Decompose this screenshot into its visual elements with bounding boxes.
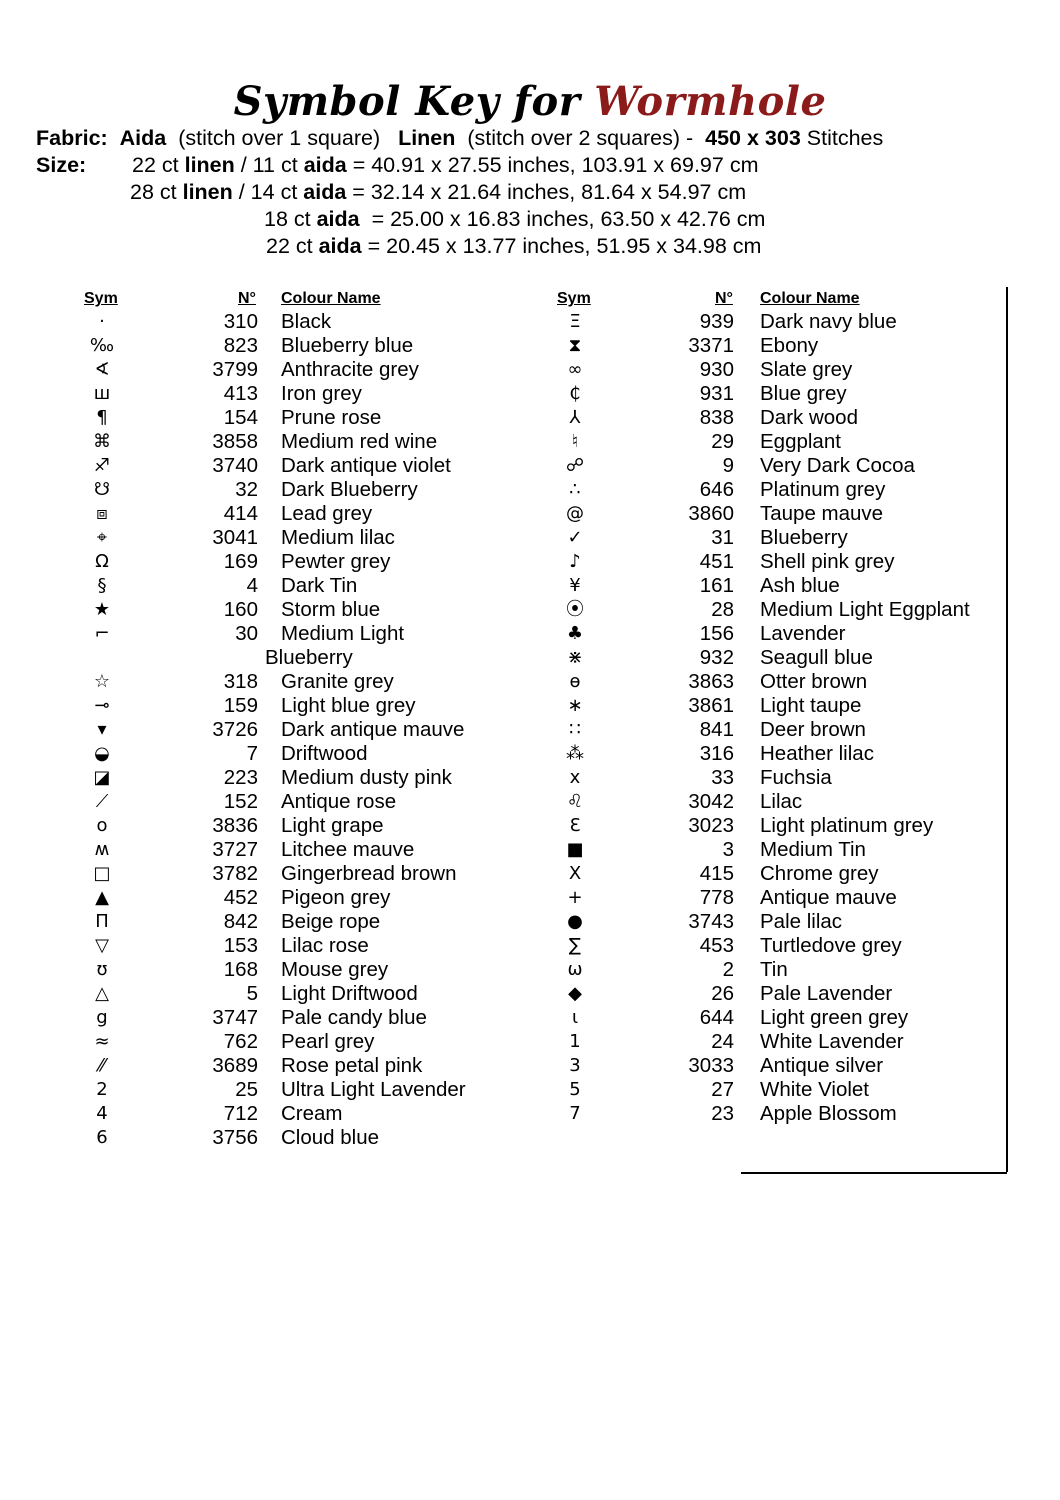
row-number: 3023 xyxy=(688,814,734,837)
row-symbol: ■ xyxy=(566,839,584,860)
row-colour-name: Very Dark Cocoa xyxy=(760,454,915,477)
row-symbol: ☋ xyxy=(94,479,110,500)
fabric-aida: Aida xyxy=(119,126,167,150)
size-line-4: 22 ct aida = 20.45 x 13.77 inches, 51.95 x 34.98 cm xyxy=(266,234,762,258)
row-colour-name: Dark Blueberry xyxy=(281,478,418,501)
header-name-right: Colour Name xyxy=(760,290,860,307)
row-symbol: ♌ xyxy=(566,791,584,812)
row-number: 3756 xyxy=(212,1126,258,1149)
row-symbol: x xyxy=(569,767,581,788)
row-symbol: ♐ xyxy=(93,455,111,476)
row-number: 414 xyxy=(223,502,258,525)
row-number: 452 xyxy=(223,886,258,909)
row-symbol: △ xyxy=(95,983,109,1004)
row-symbol: ◆ xyxy=(568,983,582,1004)
row-colour-name: Gingerbread brown xyxy=(281,862,457,885)
row-symbol: · xyxy=(99,311,105,332)
row-number: 3799 xyxy=(212,358,258,381)
row-number: 3726 xyxy=(212,718,258,741)
row-number: 413 xyxy=(223,382,258,405)
row-number: 30 xyxy=(235,622,258,645)
row-number: 25 xyxy=(235,1078,258,1101)
row-colour-name: Ash blue xyxy=(760,574,840,597)
row-number: 168 xyxy=(223,958,258,981)
row-number: 316 xyxy=(699,742,734,765)
row-colour-name: Lead grey xyxy=(281,502,373,525)
row-colour-name: Light platinum grey xyxy=(760,814,934,837)
row-colour-name: Pale candy blue xyxy=(281,1006,427,1029)
row-symbol: o xyxy=(96,815,108,836)
row-colour-name: Apple Blossom xyxy=(760,1102,897,1125)
row-colour-name: Ultra Light Lavender xyxy=(281,1078,466,1101)
row-symbol: ◪ xyxy=(93,767,111,788)
row-number: 3 xyxy=(722,838,734,861)
row-symbol: ⌐ xyxy=(94,623,110,644)
row-colour-name: Eggplant xyxy=(760,430,841,453)
right-border-line xyxy=(1006,287,1008,1172)
row-colour-name: Pigeon grey xyxy=(281,886,391,909)
row-number: 153 xyxy=(223,934,258,957)
fabric-linen: Linen xyxy=(398,126,456,150)
row-number: 5 xyxy=(246,982,258,1005)
row-number: 29 xyxy=(711,430,734,453)
row-number: 223 xyxy=(223,766,258,789)
row-colour-name: Platinum grey xyxy=(760,478,886,501)
row-number: 26 xyxy=(711,982,734,1005)
row-symbol: ‰ xyxy=(89,335,115,356)
row-number: 415 xyxy=(699,862,734,885)
row-symbol: ⋇ xyxy=(567,647,583,668)
row-number: 3689 xyxy=(212,1054,258,1077)
pattern-name: Wormhole xyxy=(594,78,827,125)
row-number: 3858 xyxy=(212,430,258,453)
bottom-border-line xyxy=(741,1172,1007,1174)
row-symbol: ▾ xyxy=(97,719,107,740)
row-symbol: ☆ xyxy=(93,671,111,692)
row-number: 778 xyxy=(699,886,734,909)
row-symbol: ▲ xyxy=(95,887,109,908)
row-colour-name: Ebony xyxy=(760,334,819,357)
row-number: 3041 xyxy=(212,526,258,549)
fabric-linen-note: (stitch over 2 squares) - xyxy=(467,126,694,150)
row-colour-name: Blueberry blue xyxy=(281,334,414,357)
row-number: 3743 xyxy=(688,910,734,933)
row-symbol: ¥ xyxy=(569,575,581,596)
row-symbol: ∑ xyxy=(568,935,582,956)
row-number: 160 xyxy=(223,598,258,621)
row-symbol: ∴ xyxy=(569,479,581,500)
row-colour-name: Iron grey xyxy=(281,382,362,405)
row-symbol: ⦿ xyxy=(566,599,584,620)
row-symbol: ● xyxy=(567,911,583,932)
row-number: 161 xyxy=(699,574,734,597)
row-number: 712 xyxy=(223,1102,258,1125)
row-number: 33 xyxy=(711,766,734,789)
row-colour-name: Granite grey xyxy=(281,670,394,693)
row-colour-name: Driftwood xyxy=(281,742,368,765)
row-number: 159 xyxy=(223,694,258,717)
row-colour-name: Light taupe xyxy=(760,694,862,717)
row-symbol: ♮ xyxy=(571,431,579,452)
header-name-left: Colour Name xyxy=(281,290,381,307)
row-colour-name: Deer brown xyxy=(760,718,866,741)
row-symbol: ω xyxy=(567,959,583,980)
fabric-aida-note: (stitch over 1 square) xyxy=(178,126,381,150)
row-number: 3042 xyxy=(688,790,734,813)
row-symbol: § xyxy=(97,575,107,596)
row-symbol: □ xyxy=(93,863,111,884)
row-symbol: ⁄⁄ xyxy=(98,1055,105,1076)
row-symbol: ɩ xyxy=(571,1007,579,1028)
row-colour-name: Storm blue xyxy=(281,598,381,621)
row-colour-name: Taupe mauve xyxy=(760,502,884,525)
row-colour-name: Fuchsia xyxy=(760,766,832,789)
row-colour-name: Anthracite grey xyxy=(281,358,419,381)
row-symbol: ш xyxy=(93,383,111,404)
row-symbol: ⁂ xyxy=(566,743,584,764)
row-number: 318 xyxy=(223,670,258,693)
header-num-right: N° xyxy=(715,290,733,307)
row-number: 310 xyxy=(223,310,258,333)
row-number: 24 xyxy=(711,1030,734,1053)
row-number: 644 xyxy=(699,1006,734,1029)
fabric-dims: 450 x 303 xyxy=(705,126,801,150)
row-colour-name: Dark antique mauve xyxy=(281,718,465,741)
row-symbol: ⌘ xyxy=(93,431,111,452)
row-symbol: Ω xyxy=(95,551,109,572)
row-colour-name: Prune rose xyxy=(281,406,382,429)
row-symbol: ✓ xyxy=(567,527,583,548)
row-colour-name: Shell pink grey xyxy=(760,550,895,573)
row-colour-name: Medium Light Eggplant xyxy=(760,598,970,621)
row-number: 156 xyxy=(699,622,734,645)
row-symbol: ʊ xyxy=(96,959,108,980)
row-symbol: ⧗ xyxy=(568,335,582,356)
row-colour-name: Antique mauve xyxy=(760,886,897,909)
row-colour-name: Cloud blue xyxy=(281,1126,380,1149)
row-number: 7 xyxy=(246,742,258,765)
row-colour-name: Blueberry xyxy=(760,526,848,549)
row-symbol: ▽ xyxy=(95,935,109,956)
row-number: 932 xyxy=(699,646,734,669)
row-number: 32 xyxy=(235,478,258,501)
row-number: 939 xyxy=(699,310,734,333)
row-colour-name: Lilac xyxy=(760,790,803,813)
row-colour-name: Antique rose xyxy=(281,790,397,813)
row-colour-name: Light grape xyxy=(281,814,384,837)
row-number: 3747 xyxy=(212,1006,258,1029)
row-number: 27 xyxy=(711,1078,734,1101)
row-number: 3371 xyxy=(688,334,734,357)
row-colour-name: Dark navy blue xyxy=(760,310,897,333)
size-label: Size: xyxy=(36,153,87,177)
row-symbol: 4 xyxy=(96,1103,108,1124)
row-symbol: ∞ xyxy=(567,359,583,380)
row-symbol: ∢ xyxy=(94,359,110,380)
row-colour-name: Dark Tin xyxy=(281,574,358,597)
row-colour-name: Heather lilac xyxy=(760,742,874,765)
row-symbol: ʍ xyxy=(94,839,110,860)
row-number: 823 xyxy=(223,334,258,357)
row-symbol: ɵ xyxy=(569,671,581,692)
row-symbol: ⅄ xyxy=(569,407,581,428)
row-symbol: g xyxy=(96,1007,108,1028)
row-symbol: ¶ xyxy=(96,407,108,428)
row-symbol: ⊸ xyxy=(94,695,110,716)
row-symbol: 7 xyxy=(569,1103,581,1124)
row-colour-name: Dark wood xyxy=(760,406,858,429)
row-symbol: Ⅹ xyxy=(568,863,582,884)
row-colour-name: Pale Lavender xyxy=(760,982,893,1005)
page-title xyxy=(0,78,1060,125)
row-number: 930 xyxy=(699,358,734,381)
row-symbol: Ɛ xyxy=(569,815,581,836)
row-symbol: ◒ xyxy=(94,743,110,764)
row-symbol: ⟋ xyxy=(95,791,109,812)
size-line-1: 22 ct linen / 11 ct aida = 40.91 x 27.55 inches, 103.91 x 69.97 cm xyxy=(132,153,759,177)
row-symbol: ≈ xyxy=(94,1031,110,1052)
row-colour-name: Pale lilac xyxy=(760,910,843,933)
row-number: 451 xyxy=(699,550,734,573)
size-line-2: 28 ct linen / 14 ct aida = 32.14 x 21.64 inches, 81.64 x 54.97 cm xyxy=(130,180,747,204)
row-number: 931 xyxy=(699,382,734,405)
row-symbol: 1 xyxy=(569,1031,581,1052)
row-colour-name: Rose petal pink xyxy=(281,1054,423,1077)
row-number: 31 xyxy=(711,526,734,549)
fabric-label: Fabric: xyxy=(36,126,108,150)
row-colour-name: Medium dusty pink xyxy=(281,766,452,789)
header-sym-right: Sym xyxy=(557,290,591,307)
row-colour-name: Antique silver xyxy=(760,1054,884,1077)
row-number: 841 xyxy=(699,718,734,741)
row-number: 842 xyxy=(223,910,258,933)
row-symbol: ★ xyxy=(93,599,111,620)
row-colour-name: Pewter grey xyxy=(281,550,391,573)
row-colour-name: Otter brown xyxy=(760,670,868,693)
row-symbol: @ xyxy=(566,503,584,524)
row-number: 3782 xyxy=(212,862,258,885)
row-number: 169 xyxy=(223,550,258,573)
row-number: 28 xyxy=(711,598,734,621)
row-number: 646 xyxy=(699,478,734,501)
size-line-3: 18 ct aida = 25.00 x 16.83 inches, 63.50 x 42.76 cm xyxy=(264,207,766,231)
row-colour-name: Lavender xyxy=(760,622,846,645)
row-number: 2 xyxy=(722,958,734,981)
row-colour-name: White Violet xyxy=(760,1078,870,1101)
row-symbol: 5 xyxy=(569,1079,581,1100)
row-colour-name: Light Driftwood xyxy=(281,982,418,1005)
row-symbol: ₵ xyxy=(569,383,581,404)
row-colour-name: Medium Light Blueberry xyxy=(265,622,405,669)
row-number: 762 xyxy=(223,1030,258,1053)
row-colour-name: Dark antique violet xyxy=(281,454,451,477)
row-colour-name: Pearl grey xyxy=(281,1030,375,1053)
row-number: 3863 xyxy=(688,670,734,693)
fabric-line xyxy=(36,125,883,151)
row-colour-name: Turtledove grey xyxy=(760,934,902,957)
row-colour-name: Seagull blue xyxy=(760,646,873,669)
row-number: 3033 xyxy=(688,1054,734,1077)
row-symbol: 3 xyxy=(569,1055,581,1076)
row-symbol: ♪ xyxy=(569,551,581,572)
row-colour-name: Mouse grey xyxy=(281,958,389,981)
row-number: 453 xyxy=(699,934,734,957)
row-colour-name: Medium lilac xyxy=(281,526,395,549)
row-colour-name: Tin xyxy=(760,958,788,981)
row-colour-name: Blue grey xyxy=(760,382,847,405)
row-number: 9 xyxy=(722,454,734,477)
row-colour-name: Slate grey xyxy=(760,358,853,381)
row-colour-name: Medium red wine xyxy=(281,430,438,453)
row-number: 4 xyxy=(246,574,258,597)
row-number: 152 xyxy=(223,790,258,813)
row-symbol: ∗ xyxy=(567,695,583,716)
row-colour-name: Black xyxy=(281,310,332,333)
row-colour-name: Light blue grey xyxy=(281,694,416,717)
row-number: 3727 xyxy=(212,838,258,861)
row-symbol: ☍ xyxy=(565,455,585,476)
row-symbol: 2 xyxy=(96,1079,108,1100)
row-symbol: ∷ xyxy=(569,719,581,740)
title-prefix: Symbol Key for xyxy=(233,78,581,125)
row-symbol: ⌖ xyxy=(96,527,108,548)
row-colour-name: Lilac rose xyxy=(281,934,369,957)
row-symbol: Ξ xyxy=(569,311,581,332)
row-number: 23 xyxy=(711,1102,734,1125)
row-colour-name: Medium Tin xyxy=(760,838,866,861)
row-number: 3860 xyxy=(688,502,734,525)
row-symbol: ♣ xyxy=(566,623,584,644)
row-symbol: ⧈ xyxy=(96,503,108,524)
row-number: 154 xyxy=(223,406,258,429)
row-number: 3861 xyxy=(688,694,734,717)
row-symbol: П xyxy=(95,911,109,932)
row-colour-name: White Lavender xyxy=(760,1030,904,1053)
row-number: 3836 xyxy=(212,814,258,837)
row-number: 838 xyxy=(699,406,734,429)
row-colour-name: Light green grey xyxy=(760,1006,909,1029)
row-colour-name: Beige rope xyxy=(281,910,381,933)
row-colour-name: Cream xyxy=(281,1102,343,1125)
header-sym-left: Sym xyxy=(84,290,118,307)
header-num-left: N° xyxy=(238,290,256,307)
fabric-dims-unit: Stitches xyxy=(806,126,884,150)
row-colour-name: Litchee mauve xyxy=(281,838,415,861)
row-colour-name: Chrome grey xyxy=(760,862,879,885)
row-symbol: + xyxy=(567,887,583,908)
row-number: 3740 xyxy=(212,454,258,477)
row-symbol: 6 xyxy=(96,1127,108,1148)
